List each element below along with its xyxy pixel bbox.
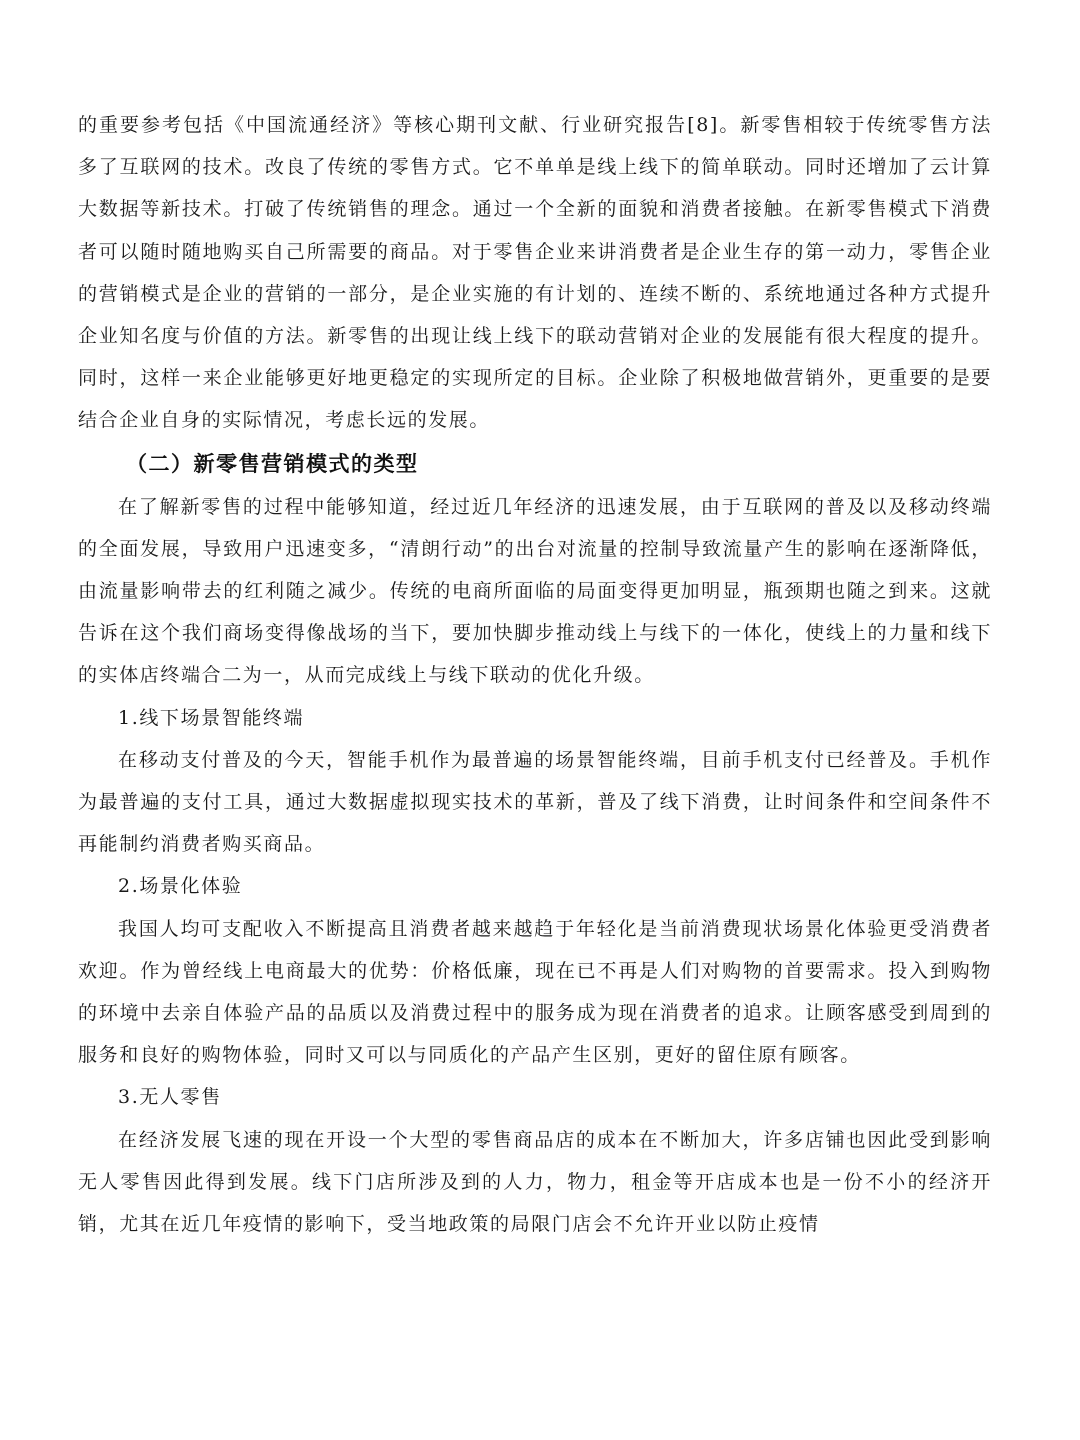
subsection-heading: 2.场景化体验 [118,875,243,898]
subsection-heading: 3.无人零售 [118,1086,222,1109]
body-paragraph: 我国人均可支配收入不断提高且消费者越来越趋于年轻化是当前消费现状场景化体验更受消费者欢迎。作为曾经线上电商最大的优势：价格低廉，现在已不再是人们对购物的首要需求。投入到购物的环境中去亲自体验产品的品质以及消费过程中的服务成为现在消费者的追求。让顾客感受到周到的服务和良好的购物体验，同时又可以与同质化的产品产生区别，更好的留住原有顾客。 [78,917,992,1067]
subsection-heading: 1.线下场景智能终端 [118,706,305,729]
section-heading: （二）新零售营销模式的类型 [126,451,419,476]
body-paragraph: 在移动支付普及的今天，智能手机作为最普遍的场景智能终端，目前手机支付已经普及。手机作为最普遍的支付工具，通过大数据虚拟现实技术的革新，普及了线下消费，让时间条件和空间条件不再能制约消费者购买商品。 [78,748,992,856]
body-paragraph: 在了解新零售的过程中能够知道，经过近几年经济的迅速发展，由于互联网的普及以及移动终端的全面发展，导致用户迅速变多，“清朗行动”的出台对流量的控制导致流量产生的影响在逐渐降低，由流量影响带去的红利随之减少。传统的电商所面临的局面变得更加明显，瓶颈期也随之到来。这就告诉在这个我们商场变得像战场的当下，要加快脚步推动线上与线下的一体化，使线上的力量和线下的实体店终端合二为一，从而完成线上与线下联动的优化升级。 [78,495,992,687]
body-paragraph: 的重要参考包括《中国流通经济》等核心期刊文献、行业研究报告[8]。新零售相较于传统零售方法多了互联网的技术。改良了传统的零售方式。它不单单是线上线下的简单联动。同时还增加了云计算大数据等新技术。打破了传统销售的理念。通过一个全新的面貌和消费者接触。在新零售模式下消费者可以随时随地购买自己所需要的商品。对于零售企业来讲消费者是企业生存的第一动力，零售企业的营销模式是企业的营销的一部分，是企业实施的有计划的、连续不断的、系统地通过各种方式提升企业知名度与价值的方法。新零售的出现让线上线下的联动营销对企业的发展能有很大程度的提升。同时，这样一来企业能够更好地更稳定的实现所定的目标。企业除了积极地做营销外，更重要的是要结合企业自身的实际情况，考虑长远的发展。 [78,114,992,432]
document-page [78,104,992,1245]
body-paragraph: 在经济发展飞速的现在开设一个大型的零售商品店的成本在不断加大，许多店铺也因此受到影响无人零售因此得到发展。线下门店所涉及到的人力，物力，租金等开店成本也是一份不小的经济开销，尤其在近几年疫情的影响下，受当地政策的局限门店会不允许开业以防止疫情 [78,1128,992,1236]
